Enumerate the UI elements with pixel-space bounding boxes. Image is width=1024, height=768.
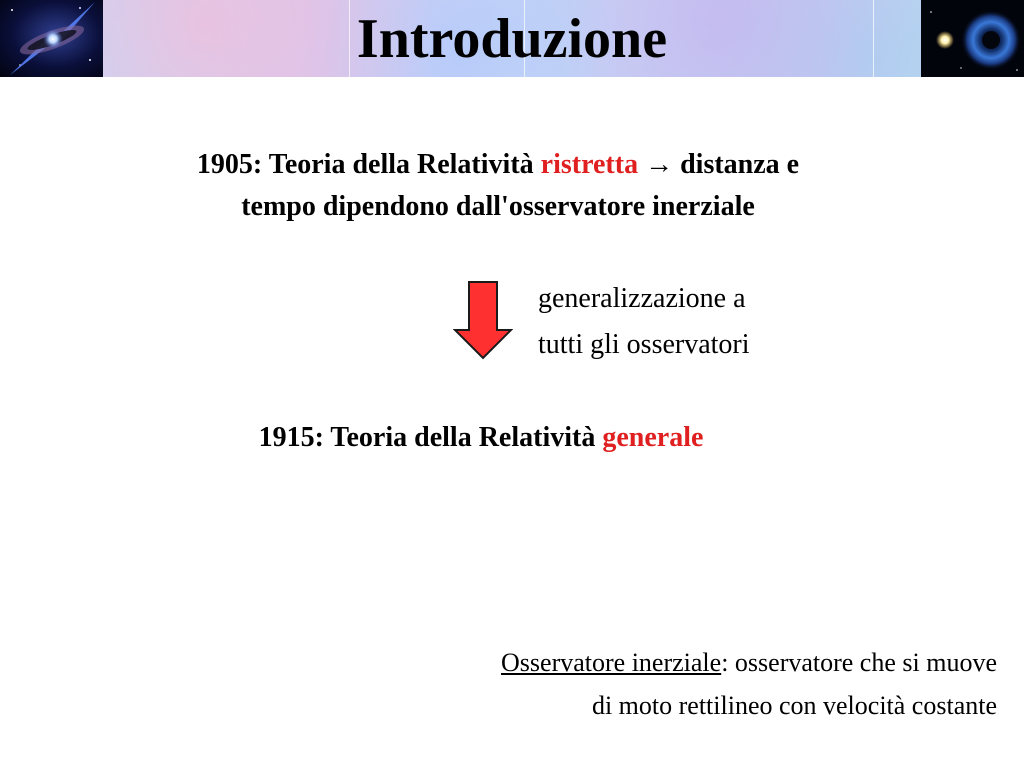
general-relativity-statement	[150, 418, 812, 458]
inertial-observer-definition	[501, 641, 997, 727]
special-relativity-suffix: distanza e	[680, 149, 800, 180]
nebula-image	[921, 0, 1024, 77]
definition-line2: di moto rettilineo con velocità costante	[591, 691, 997, 720]
generalization-note	[538, 276, 750, 368]
definition-line1: : osservatore che si muove	[721, 648, 997, 677]
down-arrow-icon	[453, 280, 513, 360]
implies-arrow-icon: →	[638, 149, 681, 180]
generalization-line1: generalizzazione a	[538, 283, 746, 314]
special-relativity-statement	[100, 144, 896, 228]
galaxy-jet-image	[0, 0, 103, 77]
general-relativity-prefix: 1915: Teoria della Relatività	[258, 422, 603, 453]
definition-term: Osservatore inerziale	[501, 648, 722, 677]
page-title: Introduzione	[356, 8, 668, 70]
generalization-line2: tutti gli osservatori	[538, 329, 750, 360]
ristretta-highlight: ristretta	[540, 149, 639, 180]
header-banner	[0, 0, 1024, 77]
special-relativity-prefix: 1905: Teoria della Relatività	[196, 149, 541, 180]
special-relativity-line2: tempo dipendono dall'osservatore inerziale	[241, 191, 755, 222]
generale-highlight: generale	[602, 422, 704, 453]
